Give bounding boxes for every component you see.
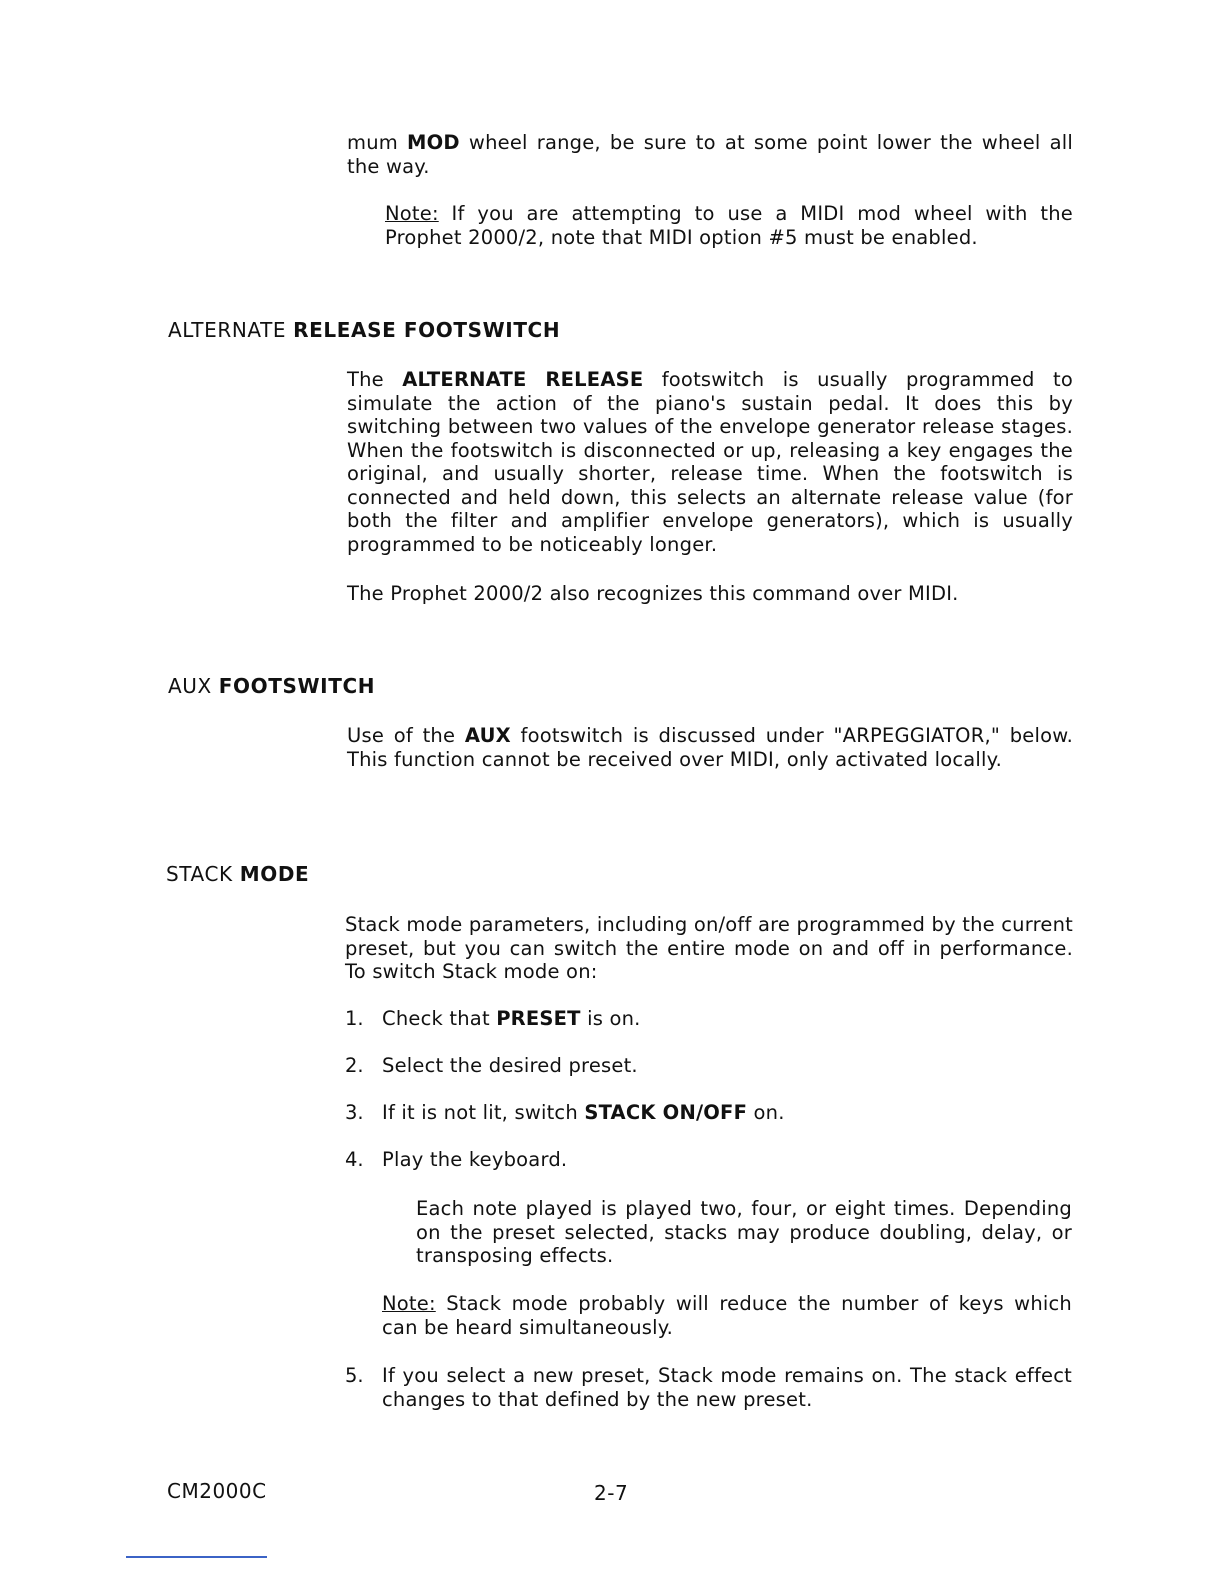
stack-mode-intro: Stack mode parameters, including on/off are programmed by the current preset, but you can switch the entire mode on and off in performance. To switch Stack mode on:: [345, 913, 1073, 983]
heading-stack-mode: STACK MODE: [166, 862, 310, 886]
midi-recognition-paragraph: The Prophet 2000/2 also recognizes this command over MIDI.: [347, 582, 959, 605]
mod-keyword: MOD: [407, 131, 460, 154]
alternate-release-paragraph: The ALTERNATE RELEASE footswitch is usually programmed to simulate the action of the piano's sustain pedal. It does this by switching between two values of the envelope generator release stages. When the footswitch is disconnected or up, releasing a key engages the original, and usually shorter, release time. When the footswitch is connected and held down, this selects an alternate release value (for both the filter and amplifier envelope generators), which is usually programmed to be noticeably longer.: [347, 368, 1073, 556]
aux-footswitch-paragraph: Use of the AUX footswitch is discussed under "ARPEGGIATOR," below. This function cannot be received over MIDI, only activated locally.: [347, 724, 1073, 771]
heading-aux-footswitch: AUX FOOTSWITCH: [168, 674, 376, 698]
footer-rule: [126, 1556, 267, 1558]
page-number: 2-7: [594, 1481, 629, 1505]
step-number-3: 3.: [345, 1101, 364, 1124]
step-number-2: 2.: [345, 1054, 364, 1077]
note-label: Note:: [382, 1292, 436, 1315]
note-label: Note:: [385, 202, 439, 225]
step-1: Check that PRESET is on.: [382, 1007, 641, 1030]
stack-mode-note: Note: Stack mode probably will reduce the number of keys which can be heard simultaneously.: [382, 1292, 1072, 1339]
step-4-detail: Each note played is played two, four, or eight times. Depending on the preset selected, stacks may produce doubling, delay, or transposing effects.: [416, 1197, 1072, 1267]
step-number-4: 4.: [345, 1148, 364, 1171]
mod-wheel-note: Note: If you are attempting to use a MIDI mod wheel with the Prophet 2000/2, note that MIDI option #5 must be enabled.: [385, 202, 1073, 249]
step-number-1: 1.: [345, 1007, 364, 1030]
step-4: Play the keyboard.: [382, 1148, 568, 1171]
stack-on-off-keyword: STACK ON/OFF: [584, 1101, 748, 1124]
document-code: CM2000C: [167, 1479, 267, 1503]
step-3: If it is not lit, switch STACK ON/OFF on.: [382, 1101, 785, 1124]
intro-paragraph: mum MOD wheel range, be sure to at some point lower the wheel all the way.: [347, 131, 1073, 178]
preset-keyword: PRESET: [496, 1007, 581, 1030]
step-2: Select the desired preset.: [382, 1054, 638, 1077]
step-number-5: 5.: [345, 1364, 364, 1387]
step-5: If you select a new preset, Stack mode remains on. The stack effect changes to that defined by the new preset.: [382, 1364, 1072, 1411]
heading-alternate-release-footswitch: ALTERNATE RELEASE FOOTSWITCH: [168, 318, 561, 342]
